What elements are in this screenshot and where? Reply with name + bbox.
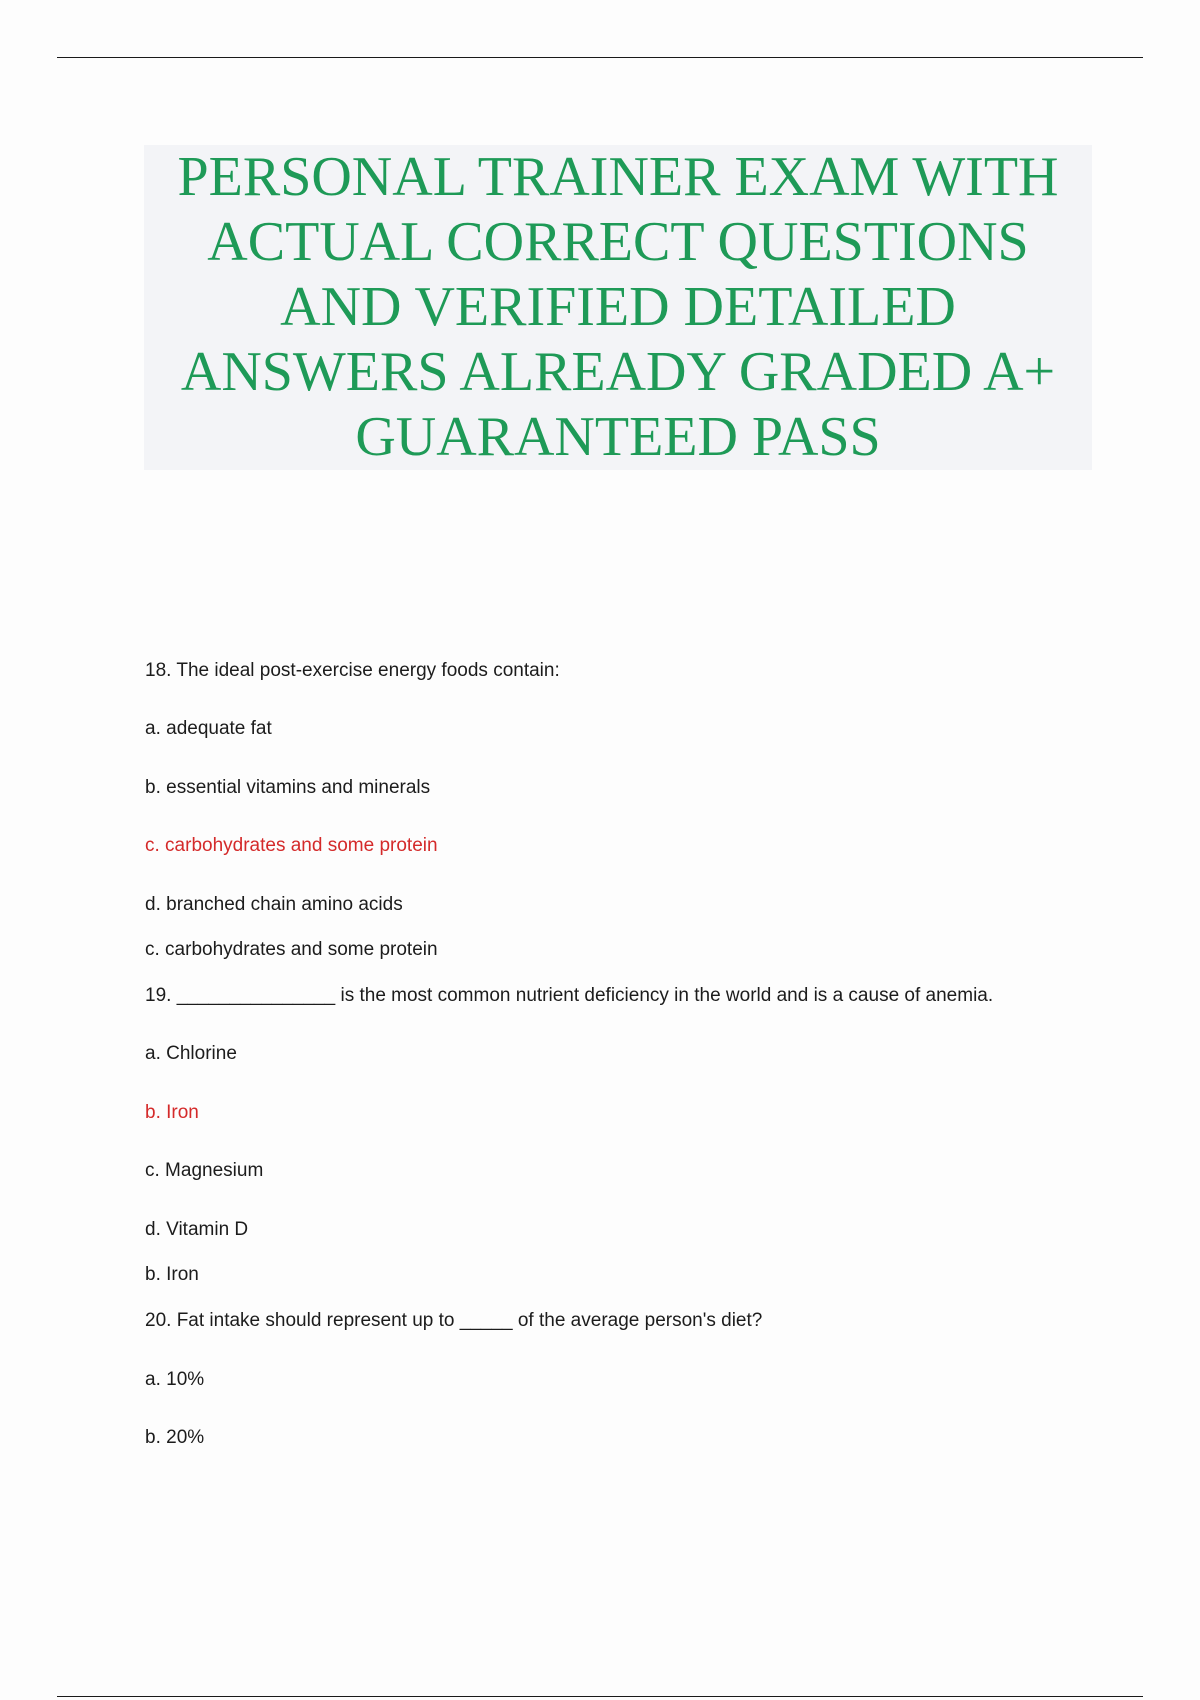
title-line-3: AND VERIFIED DETAILED [280,276,956,338]
question-20: 20. Fat intake should represent up to _____ of the average person's diet? [145,1310,763,1331]
q19-option-a: a. Chlorine [145,1043,237,1064]
q19-option-d: d. Vitamin D [145,1219,249,1240]
q19-option-c: c. Magnesium [145,1160,264,1181]
q19-answer: b. Iron [145,1264,199,1285]
question-18: 18. The ideal post-exercise energy foods contain: [145,660,560,681]
bottom-rule [57,1696,1143,1697]
top-rule [57,57,1143,58]
q18-answer: c. carbohydrates and some protein [145,939,438,960]
q18-option-a: a. adequate fat [145,718,272,739]
question-19: 19. _______________ is the most common nutrient deficiency in the world and is a cause of anemia. [145,985,994,1006]
title-line-1: PERSONAL TRAINER EXAM WITH [177,146,1059,208]
title-line-2: ACTUAL CORRECT QUESTIONS [207,211,1029,273]
q20-option-b: b. 20% [145,1427,205,1448]
q20-option-a: a. 10% [145,1369,205,1390]
q18-option-d: d. branched chain amino acids [145,894,403,915]
q18-option-b: b. essential vitamins and minerals [145,777,431,798]
q19-option-b-correct: b. Iron [145,1102,199,1123]
q18-option-c-correct: c. carbohydrates and some protein [145,835,438,856]
title-banner [144,145,1092,470]
title-line-5: GUARANTEED PASS [355,406,881,468]
title-line-4: ANSWERS ALREADY GRADED A+ [180,341,1056,403]
